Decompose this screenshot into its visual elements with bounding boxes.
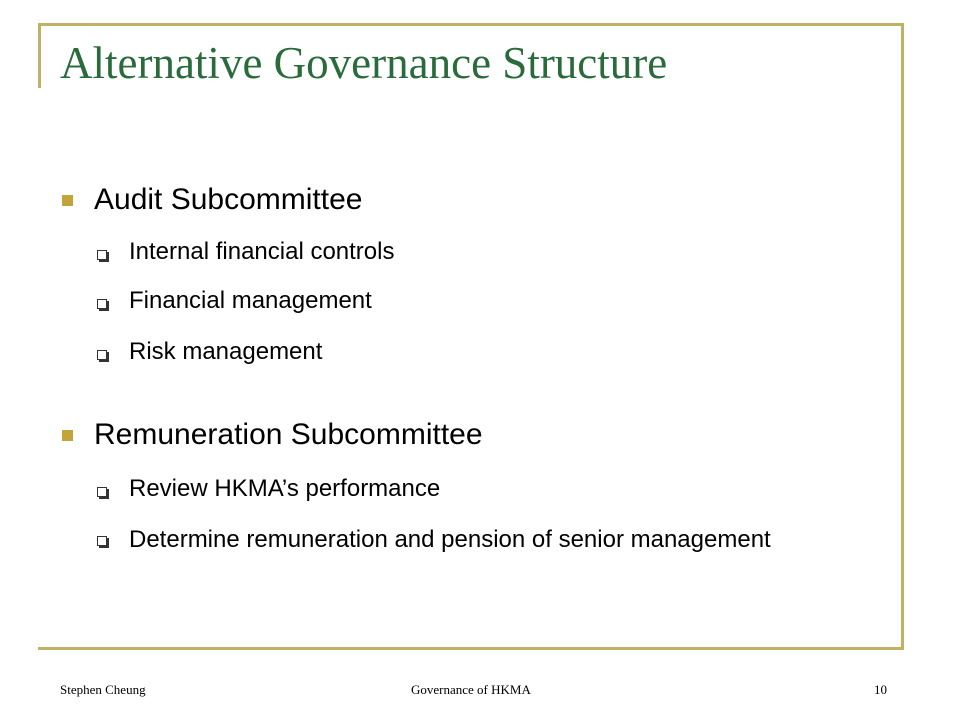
footer-page-number: 10 [874, 682, 887, 697]
box-bullet-icon [97, 299, 107, 309]
footer-presentation-title: Governance of HKMA [411, 682, 531, 697]
list-item-text: Review HKMA’s performance [129, 475, 441, 502]
square-bullet-icon [62, 195, 73, 206]
footer-author: Stephen Cheung [60, 682, 146, 697]
list-item-text: Determine remuneration and pension of senior management [129, 526, 771, 553]
list-item-text: Financial management [129, 287, 372, 314]
box-bullet-icon [97, 350, 107, 360]
square-bullet-icon [62, 430, 73, 441]
list-item-text: Risk management [129, 338, 323, 365]
box-bullet-icon [97, 487, 107, 497]
slide-title: Alternative Governance Structure [60, 38, 668, 88]
section-heading-text: Remuneration Subcommittee [94, 418, 483, 451]
box-bullet-icon [97, 250, 107, 260]
box-bullet-icon [97, 536, 107, 546]
section-heading-text: Audit Subcommittee [94, 183, 363, 216]
list-item-text: Internal financial controls [129, 238, 395, 265]
